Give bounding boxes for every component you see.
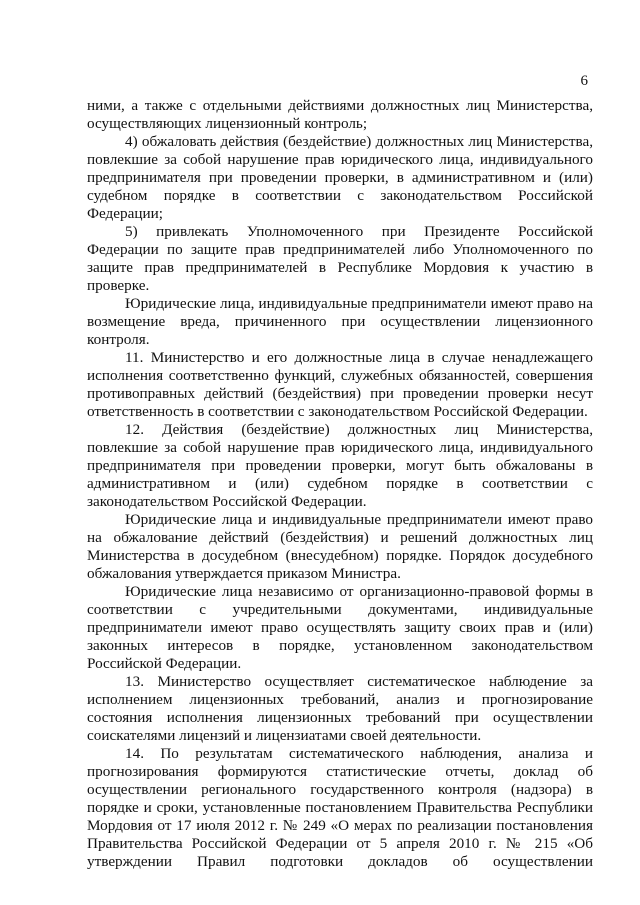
paragraph-10: 14. По результатам систематического наблюдения, анализа и прогнозирования формируются статистические отчеты, доклад об осуществлении регионального государственного контроля (надзора) в порядке и сроки, установленные постановлением Правительства Республики Мордовия от 17 июля 2012 г. № 249 «О мерах по реализации постановления Правительства Российской Федерации от 5 апреля 2010 г. № 215 «Об утверждении Правил подготовки докладов об осуществлении	[87, 745, 593, 870]
paragraph-6: 12. Действия (бездействие) должностных лиц Министерства, повлекшие за собой нарушение прав юридического лица, индивидуального предпринимателя при проведении проверки, могут быть обжалованы в административном и (или) судебном порядке в соответствии с законодательством Российской Федерации.	[87, 421, 593, 510]
paragraph-8: Юридические лица независимо от организационно-правовой формы в соответствии с учредительными документами, индивидуальные предприниматели имеют право осуществлять защиту своих прав и (или) законных интересов в порядке, установленном законодательством Российской Федерации.	[87, 583, 593, 672]
paragraph-5: 11. Министерство и его должностные лица в случае ненадлежащего исполнения соответственно функций, служебных обязанностей, совершения противоправных действий (бездействия) при проведении проверки несут ответственность в соответствии с законодательством Российской Федерации.	[87, 349, 593, 420]
paragraph-9: 13. Министерство осуществляет систематическое наблюдение за исполнением лицензионных требований, анализ и прогнозирование состояния исполнения лицензионных требований при осуществлении соискателями лицензий и лицензиатами своей деятельности.	[87, 673, 593, 744]
paragraph-1: ними, а также с отдельными действиями должностных лиц Министерства, осуществляющих лицензионный контроль;	[87, 97, 593, 132]
page-number: 6	[580, 73, 588, 89]
paragraph-2: 4) обжаловать действия (бездействие) должностных лиц Министерства, повлекшие за собой нарушение прав юридического лица, индивидуального предпринимателя при проведении проверки, в административном и (или) судебном порядке в соответствии с законодательством Российской Федерации;	[87, 133, 593, 222]
paragraph-4: Юридические лица, индивидуальные предприниматели имеют право на возмещение вреда, причиненного при осуществлении лицензионного контроля.	[87, 295, 593, 348]
paragraph-3: 5) привлекать Уполномоченного при Президенте Российской Федерации по защите прав предпринимателей либо Уполномоченного по защите прав предпринимателей в Республике Мордовия к участию в проверке.	[87, 223, 593, 294]
paragraph-7: Юридические лица и индивидуальные предприниматели имеют право на обжалование действий (бездействия) и решений должностных лиц Министерства в досудебном (внесудебном) порядке. Порядок досудебного обжалования утверждается приказом Министра.	[87, 511, 593, 582]
document-body	[87, 97, 593, 871]
